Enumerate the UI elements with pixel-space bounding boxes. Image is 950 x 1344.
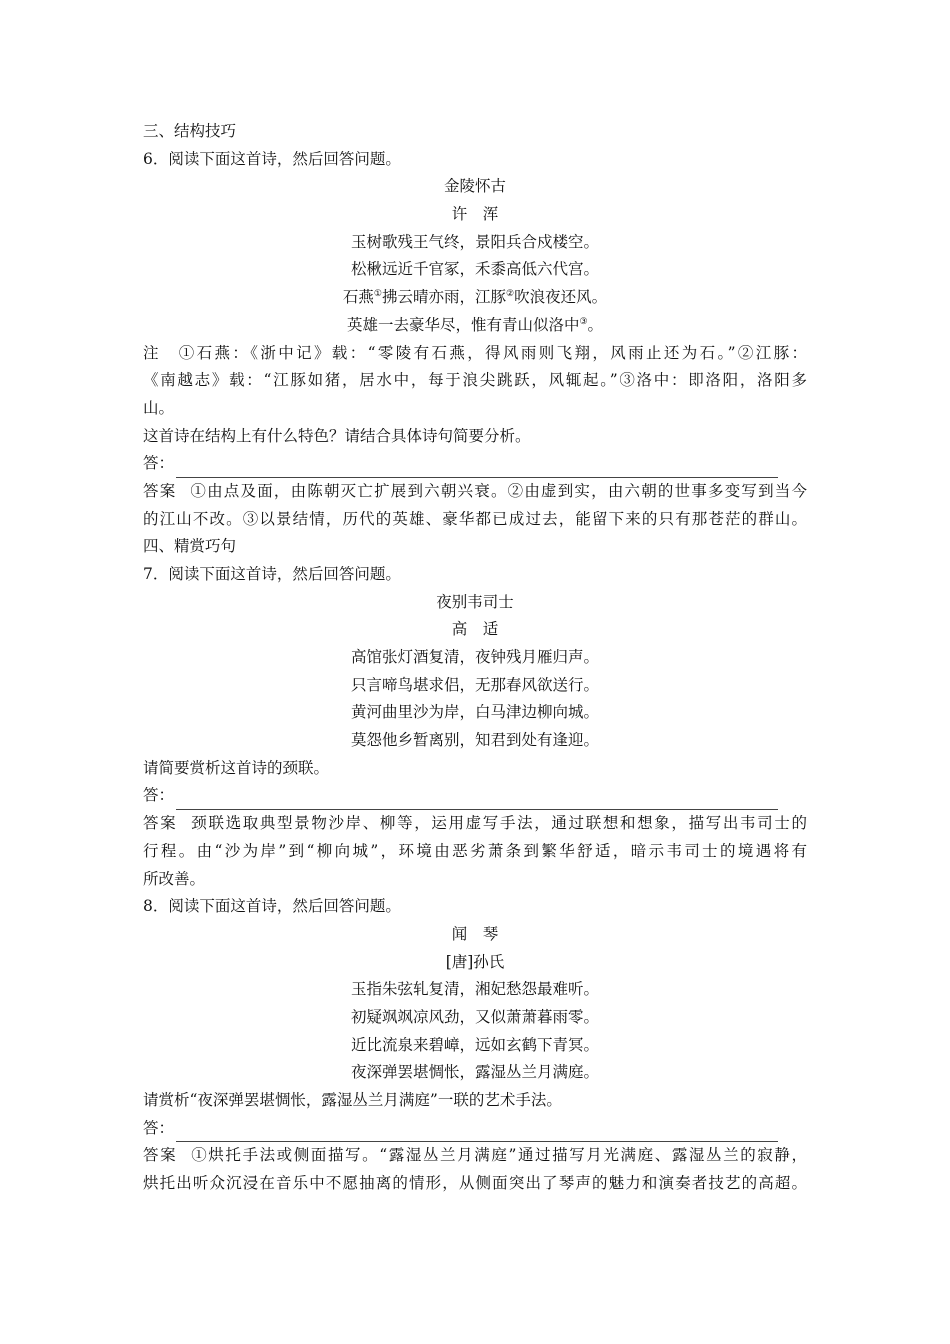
poem-note: 山。 <box>143 398 175 417</box>
poem-text: 。 <box>587 315 604 334</box>
answer-line <box>143 1115 807 1143</box>
poem-author: [唐]孙氏 <box>445 952 505 971</box>
footnote-marker: ① <box>373 288 382 299</box>
poem-line: 只言啼鸟堪求侣，无那春风欲送行。 <box>350 675 599 694</box>
poem-text: 英雄一去豪华尽，惟有青山似洛中 <box>346 315 580 334</box>
answer-label: 答案 <box>143 481 177 500</box>
answer-blank[interactable] <box>176 459 778 478</box>
section-heading: 四、精赏巧句 <box>143 537 237 556</box>
poem-note: 注 ①石燕：《浙中记》载：“零陵有石燕，得风雨则飞翔，风雨止还为石。”②江豚： <box>143 343 807 362</box>
poem-line: 夜深弹罢堪惆怅，露湿丛兰月满庭。 <box>350 1063 599 1082</box>
document-content <box>143 118 807 1198</box>
answer-blank[interactable] <box>176 1123 778 1142</box>
answer-text <box>143 810 807 838</box>
poem-line: 莫怨他乡暂离别，知君到处有逢迎。 <box>350 731 599 750</box>
poem-line <box>143 284 807 312</box>
question-prompt: 8．阅读下面这首诗，然后回答问题。 <box>143 897 401 916</box>
footnote-marker: ③ <box>579 316 588 327</box>
answer-prompt: 答： <box>143 786 175 805</box>
poem-line: 近比流泉来碧嶂，远如玄鹤下青冥。 <box>350 1035 599 1054</box>
poem-note: 《南越志》载：“江豚如猪，居水中，每于浪尖跳跃，风辄起。”③洛中：即洛阳，洛阳多 <box>143 371 807 390</box>
answer-line <box>143 450 807 478</box>
answer-body: ①烘托手法或侧面描写。“露湿丛兰月满庭”通过描写月光满庭、露湿丛兰的寂静， <box>191 1146 807 1165</box>
question-text: 这首诗在结构上有什么特色？请结合具体诗句简要分析。 <box>143 426 531 445</box>
poem-title: 金陵怀古 <box>443 177 506 196</box>
poem-line: 松楸远近千官冢，禾黍高低六代宫。 <box>350 260 599 279</box>
poem-text: 拂云晴亦雨，江豚 <box>381 288 506 307</box>
answer-text <box>143 1142 807 1170</box>
question-prompt: 7．阅读下面这首诗，然后回答问题。 <box>143 565 401 583</box>
answer-text <box>143 478 807 506</box>
poem-author: 高 适 <box>451 620 499 639</box>
poem-text: 石燕 <box>342 288 374 307</box>
answer-text: 所改善。 <box>143 869 206 888</box>
answer-prompt: 答： <box>143 454 175 473</box>
poem-line: 玉指朱弦轧复清，湘妃愁怨最难听。 <box>350 980 599 999</box>
answer-label: 答案 <box>143 814 178 833</box>
answer-prompt: 答： <box>143 1118 175 1137</box>
answer-label: 答案 <box>143 1146 178 1165</box>
poem-line: 黄河曲里沙为岸，白马津边柳向城。 <box>350 703 599 722</box>
poem-title: 闻 琴 <box>451 924 499 943</box>
question-prompt: 6．阅读下面这首诗，然后回答问题。 <box>143 149 401 168</box>
section-heading: 三、结构技巧 <box>143 122 237 140</box>
poem-text: 吹浪夜还风。 <box>514 288 608 307</box>
poem-line: 高馆张灯酒复清，夜钟残月雁归声。 <box>350 648 599 667</box>
question-text: 请赏析“夜深弹罢堪惆怅，露湿丛兰月满庭”一联的艺术手法。 <box>143 1091 562 1110</box>
poem-title: 夜别韦司士 <box>436 592 514 611</box>
poem-author: 许 浑 <box>451 205 499 224</box>
poem-line: 玉树歌残王气终，景阳兵合戍楼空。 <box>350 232 599 251</box>
answer-text: 烘托出听众沉浸在音乐中不愿抽离的情形，从侧面突出了琴声的魅力和演奏者技艺的高超。 <box>143 1174 807 1193</box>
footnote-marker: ② <box>506 288 515 299</box>
answer-body: 颈联选取典型景物沙岸、柳等，运用虚写手法，通过联想和想象，描写出韦司士的 <box>191 814 807 833</box>
answer-line <box>143 783 807 811</box>
answer-text: 的江山不改。③以景结情，历代的英雄、豪华都已成过去，能留下来的只有那苍茫的群山。 <box>143 509 807 528</box>
answer-blank[interactable] <box>176 791 778 810</box>
poem-line: 初疑飒飒凉风劲，又似萧萧暮雨零。 <box>350 1008 599 1026</box>
answer-body: ①由点及面，由陈朝灭亡扩展到六朝兴衰。②由虚到实，由六朝的世事多变写到当今 <box>190 481 807 500</box>
question-text: 请简要赏析这首诗的颈联。 <box>143 758 330 777</box>
answer-text: 行程。由“沙为岸”到“柳向城”，环境由恶劣萧条到繁华舒适，暗示韦司士的境遇将有 <box>143 841 807 860</box>
poem-line <box>143 312 807 340</box>
